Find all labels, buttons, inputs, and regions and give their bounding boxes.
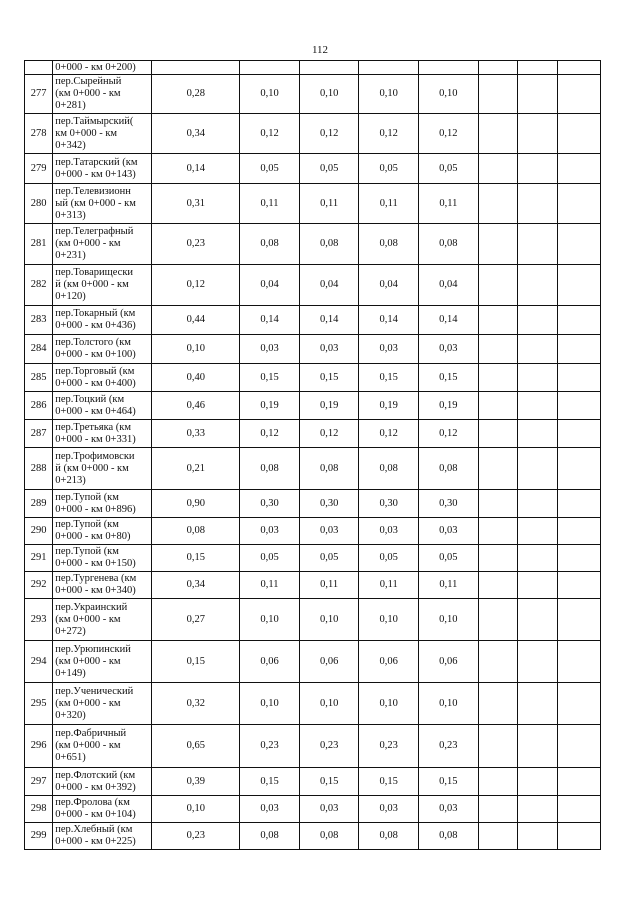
cell-empty — [478, 641, 517, 683]
cell-value-3: 0,12 — [299, 114, 359, 154]
cell-value-1: 0,15 — [152, 545, 240, 572]
cell-empty — [558, 572, 601, 599]
cell-empty — [518, 768, 558, 796]
cell-value-5: 0,05 — [419, 154, 479, 184]
table-row — [25, 184, 601, 224]
cell-value-4: 0,03 — [359, 796, 419, 823]
cell-number: 282 — [25, 265, 53, 306]
cell-value-4: 0,19 — [359, 392, 419, 420]
cell-number: 284 — [25, 335, 53, 364]
cell-value-4: 0,10 — [359, 683, 419, 725]
cell-value-3: 0,03 — [299, 335, 359, 364]
cell-value-1: 0,32 — [152, 683, 240, 725]
cell-empty — [478, 572, 517, 599]
cell-road-name: 0+000 - км 0+200) — [53, 61, 152, 75]
cell-number — [25, 61, 53, 75]
cell-road-name: пер.Тупой (км 0+000 - км 0+80) — [53, 518, 152, 545]
cell-value-1: 0,14 — [152, 154, 240, 184]
cell-value-5: 0,04 — [419, 265, 479, 306]
cell-number: 278 — [25, 114, 53, 154]
cell-value-5: 0,08 — [419, 823, 479, 850]
cell-empty — [419, 61, 479, 75]
cell-value-5: 0,10 — [419, 599, 479, 641]
cell-value-1: 0,27 — [152, 599, 240, 641]
cell-value-3: 0,03 — [299, 796, 359, 823]
cell-empty — [558, 796, 601, 823]
cell-road-name: пер.Трофимовски й (км 0+000 - км 0+213) — [53, 448, 152, 490]
cell-value-3: 0,08 — [299, 224, 359, 265]
cell-value-4: 0,08 — [359, 823, 419, 850]
cell-value-4: 0,30 — [359, 490, 419, 518]
cell-value-5: 0,11 — [419, 572, 479, 599]
cell-empty — [558, 641, 601, 683]
cell-value-4: 0,11 — [359, 572, 419, 599]
cell-road-name: пер.Сырейный (км 0+000 - км 0+281) — [53, 75, 152, 114]
cell-road-name: пер.Третьяка (км 0+000 - км 0+331) — [53, 420, 152, 448]
table-row — [25, 683, 601, 725]
cell-number: 281 — [25, 224, 53, 265]
cell-value-3: 0,03 — [299, 518, 359, 545]
cell-value-1: 0,21 — [152, 448, 240, 490]
cell-value-1: 0,34 — [152, 114, 240, 154]
cell-empty — [558, 61, 601, 75]
cell-empty — [518, 335, 558, 364]
cell-empty — [558, 823, 601, 850]
cell-value-2: 0,05 — [240, 545, 300, 572]
table-row — [25, 420, 601, 448]
cell-empty — [478, 796, 517, 823]
cell-road-name: пер.Таймырский( км 0+000 - км 0+342) — [53, 114, 152, 154]
table-row — [25, 335, 601, 364]
cell-empty — [478, 545, 517, 572]
cell-value-1: 0,46 — [152, 392, 240, 420]
cell-value-2: 0,08 — [240, 224, 300, 265]
table-row — [25, 448, 601, 490]
cell-empty — [478, 61, 517, 75]
cell-value-3: 0,19 — [299, 392, 359, 420]
cell-number: 296 — [25, 725, 53, 768]
cell-empty — [558, 683, 601, 725]
cell-value-5: 0,03 — [419, 518, 479, 545]
cell-empty — [518, 796, 558, 823]
cell-value-5: 0,23 — [419, 725, 479, 768]
cell-empty — [478, 392, 517, 420]
cell-number: 295 — [25, 683, 53, 725]
cell-empty — [478, 420, 517, 448]
table-body — [25, 61, 601, 850]
cell-value-3: 0,11 — [299, 572, 359, 599]
cell-empty — [558, 114, 601, 154]
cell-value-3: 0,04 — [299, 265, 359, 306]
cell-value-2: 0,19 — [240, 392, 300, 420]
cell-value-4: 0,06 — [359, 641, 419, 683]
cell-value-4: 0,08 — [359, 448, 419, 490]
cell-empty — [518, 823, 558, 850]
cell-empty — [299, 61, 359, 75]
cell-empty — [558, 392, 601, 420]
cell-value-4: 0,10 — [359, 75, 419, 114]
cell-empty — [558, 490, 601, 518]
cell-empty — [518, 518, 558, 545]
cell-empty — [558, 518, 601, 545]
cell-value-4: 0,05 — [359, 154, 419, 184]
cell-value-2: 0,10 — [240, 683, 300, 725]
cell-value-3: 0,06 — [299, 641, 359, 683]
cell-road-name: пер.Татарский (км 0+000 - км 0+143) — [53, 154, 152, 184]
cell-value-2: 0,03 — [240, 796, 300, 823]
road-lengths-table — [24, 60, 601, 850]
table-row — [25, 725, 601, 768]
cell-value-1: 0,31 — [152, 184, 240, 224]
cell-empty — [478, 683, 517, 725]
cell-number: 288 — [25, 448, 53, 490]
cell-road-name: пер.Толстого (км 0+000 - км 0+100) — [53, 335, 152, 364]
cell-value-2: 0,08 — [240, 448, 300, 490]
cell-empty — [558, 448, 601, 490]
cell-value-2: 0,04 — [240, 265, 300, 306]
cell-value-3: 0,23 — [299, 725, 359, 768]
cell-empty — [478, 265, 517, 306]
cell-value-2: 0,15 — [240, 364, 300, 392]
cell-road-name: пер.Флотский (км 0+000 - км 0+392) — [53, 768, 152, 796]
cell-value-4: 0,12 — [359, 114, 419, 154]
cell-number: 292 — [25, 572, 53, 599]
cell-number: 293 — [25, 599, 53, 641]
cell-empty — [518, 265, 558, 306]
cell-empty — [478, 448, 517, 490]
cell-value-3: 0,15 — [299, 364, 359, 392]
cell-empty — [478, 490, 517, 518]
cell-value-5: 0,14 — [419, 306, 479, 335]
cell-road-name: пер.Тургенева (км 0+000 - км 0+340) — [53, 572, 152, 599]
cell-road-name: пер.Украинский (км 0+000 - км 0+272) — [53, 599, 152, 641]
cell-value-3: 0,30 — [299, 490, 359, 518]
cell-value-2: 0,11 — [240, 572, 300, 599]
cell-empty — [518, 572, 558, 599]
cell-road-name: пер.Торговый (км 0+000 - км 0+400) — [53, 364, 152, 392]
cell-empty — [518, 364, 558, 392]
cell-value-3: 0,08 — [299, 823, 359, 850]
cell-value-3: 0,05 — [299, 154, 359, 184]
table-row — [25, 490, 601, 518]
cell-empty — [518, 392, 558, 420]
cell-number: 290 — [25, 518, 53, 545]
cell-value-5: 0,10 — [419, 75, 479, 114]
cell-empty — [558, 599, 601, 641]
cell-number: 294 — [25, 641, 53, 683]
cell-value-4: 0,10 — [359, 599, 419, 641]
cell-value-5: 0,08 — [419, 224, 479, 265]
cell-value-4: 0,15 — [359, 364, 419, 392]
cell-number: 297 — [25, 768, 53, 796]
cell-value-2: 0,14 — [240, 306, 300, 335]
cell-empty — [478, 725, 517, 768]
cell-road-name: пер.Хлебный (км 0+000 - км 0+225) — [53, 823, 152, 850]
cell-value-1: 0,65 — [152, 725, 240, 768]
cell-number: 291 — [25, 545, 53, 572]
cell-value-4: 0,03 — [359, 518, 419, 545]
cell-value-4: 0,23 — [359, 725, 419, 768]
cell-value-1: 0,28 — [152, 75, 240, 114]
table-row — [25, 768, 601, 796]
table-row — [25, 265, 601, 306]
cell-value-3: 0,11 — [299, 184, 359, 224]
cell-value-2: 0,05 — [240, 154, 300, 184]
cell-empty — [478, 364, 517, 392]
cell-value-2: 0,10 — [240, 75, 300, 114]
cell-empty — [478, 154, 517, 184]
table-row — [25, 796, 601, 823]
cell-value-3: 0,12 — [299, 420, 359, 448]
cell-value-3: 0,15 — [299, 768, 359, 796]
cell-number: 289 — [25, 490, 53, 518]
cell-road-name: пер.Товарищески й (км 0+000 - км 0+120) — [53, 265, 152, 306]
cell-value-3: 0,10 — [299, 683, 359, 725]
cell-value-1: 0,33 — [152, 420, 240, 448]
table-row — [25, 641, 601, 683]
cell-value-2: 0,03 — [240, 335, 300, 364]
cell-value-1: 0,23 — [152, 823, 240, 850]
continuation-row — [25, 61, 601, 75]
cell-value-4: 0,08 — [359, 224, 419, 265]
cell-value-1: 0,08 — [152, 518, 240, 545]
cell-value-3: 0,10 — [299, 75, 359, 114]
cell-empty — [518, 641, 558, 683]
cell-empty — [558, 154, 601, 184]
table-row — [25, 224, 601, 265]
cell-empty — [518, 114, 558, 154]
cell-value-4: 0,11 — [359, 184, 419, 224]
cell-empty — [478, 335, 517, 364]
cell-empty — [518, 61, 558, 75]
cell-value-5: 0,15 — [419, 364, 479, 392]
cell-empty — [558, 184, 601, 224]
cell-empty — [558, 768, 601, 796]
cell-road-name: пер.Телевизионн ый (км 0+000 - км 0+313) — [53, 184, 152, 224]
table-row — [25, 518, 601, 545]
table-row — [25, 75, 601, 114]
cell-value-4: 0,03 — [359, 335, 419, 364]
cell-empty — [240, 61, 300, 75]
cell-value-2: 0,06 — [240, 641, 300, 683]
cell-empty — [558, 224, 601, 265]
cell-value-5: 0,12 — [419, 114, 479, 154]
cell-road-name: пер.Телеграфный (км 0+000 - км 0+231) — [53, 224, 152, 265]
table-row — [25, 306, 601, 335]
cell-value-2: 0,15 — [240, 768, 300, 796]
cell-empty — [478, 518, 517, 545]
cell-empty — [478, 224, 517, 265]
cell-empty — [518, 306, 558, 335]
cell-empty — [518, 725, 558, 768]
cell-value-3: 0,08 — [299, 448, 359, 490]
cell-number: 286 — [25, 392, 53, 420]
table-row — [25, 364, 601, 392]
cell-empty — [558, 265, 601, 306]
cell-value-1: 0,12 — [152, 265, 240, 306]
cell-value-5: 0,08 — [419, 448, 479, 490]
cell-value-5: 0,15 — [419, 768, 479, 796]
cell-value-5: 0,11 — [419, 184, 479, 224]
cell-road-name: пер.Тупой (км 0+000 - км 0+896) — [53, 490, 152, 518]
cell-value-1: 0,39 — [152, 768, 240, 796]
cell-value-2: 0,30 — [240, 490, 300, 518]
cell-value-5: 0,03 — [419, 796, 479, 823]
cell-road-name: пер.Фролова (км 0+000 - км 0+104) — [53, 796, 152, 823]
cell-empty — [518, 683, 558, 725]
cell-empty — [478, 599, 517, 641]
cell-value-5: 0,10 — [419, 683, 479, 725]
cell-value-5: 0,30 — [419, 490, 479, 518]
table-row — [25, 114, 601, 154]
cell-empty — [478, 184, 517, 224]
table-row — [25, 545, 601, 572]
cell-road-name: пер.Ученический (км 0+000 - км 0+320) — [53, 683, 152, 725]
cell-road-name: пер.Тоцкий (км 0+000 - км 0+464) — [53, 392, 152, 420]
cell-value-5: 0,05 — [419, 545, 479, 572]
cell-value-1: 0,23 — [152, 224, 240, 265]
cell-road-name: пер.Токарный (км 0+000 - км 0+436) — [53, 306, 152, 335]
cell-number: 287 — [25, 420, 53, 448]
cell-value-2: 0,12 — [240, 420, 300, 448]
cell-number: 298 — [25, 796, 53, 823]
cell-value-1: 0,90 — [152, 490, 240, 518]
cell-value-3: 0,14 — [299, 306, 359, 335]
cell-empty — [478, 823, 517, 850]
cell-value-5: 0,03 — [419, 335, 479, 364]
cell-empty — [518, 545, 558, 572]
cell-empty — [558, 364, 601, 392]
page-number: 112 — [311, 44, 329, 56]
cell-empty — [478, 75, 517, 114]
cell-value-5: 0,19 — [419, 392, 479, 420]
cell-empty — [518, 154, 558, 184]
cell-value-4: 0,04 — [359, 265, 419, 306]
table-row — [25, 572, 601, 599]
cell-empty — [558, 75, 601, 114]
cell-number: 285 — [25, 364, 53, 392]
cell-number: 299 — [25, 823, 53, 850]
cell-number: 277 — [25, 75, 53, 114]
cell-value-1: 0,34 — [152, 572, 240, 599]
cell-value-2: 0,03 — [240, 518, 300, 545]
cell-number: 279 — [25, 154, 53, 184]
cell-value-1: 0,10 — [152, 335, 240, 364]
cell-value-4: 0,05 — [359, 545, 419, 572]
cell-empty — [518, 490, 558, 518]
cell-value-2: 0,23 — [240, 725, 300, 768]
cell-value-1: 0,40 — [152, 364, 240, 392]
cell-value-2: 0,08 — [240, 823, 300, 850]
cell-number: 280 — [25, 184, 53, 224]
table-row — [25, 392, 601, 420]
cell-empty — [518, 599, 558, 641]
cell-road-name: пер.Тупой (км 0+000 - км 0+150) — [53, 545, 152, 572]
cell-road-name: пер.Урюпинский (км 0+000 - км 0+149) — [53, 641, 152, 683]
cell-value-1: 0,15 — [152, 641, 240, 683]
cell-value-3: 0,10 — [299, 599, 359, 641]
cell-empty — [518, 75, 558, 114]
cell-value-2: 0,11 — [240, 184, 300, 224]
cell-value-4: 0,14 — [359, 306, 419, 335]
cell-road-name: пер.Фабричный (км 0+000 - км 0+651) — [53, 725, 152, 768]
cell-empty — [478, 768, 517, 796]
cell-value-3: 0,05 — [299, 545, 359, 572]
cell-number: 283 — [25, 306, 53, 335]
cell-empty — [359, 61, 419, 75]
cell-empty — [558, 306, 601, 335]
cell-value-4: 0,12 — [359, 420, 419, 448]
cell-value-1: 0,44 — [152, 306, 240, 335]
cell-empty — [518, 184, 558, 224]
cell-empty — [152, 61, 240, 75]
cell-value-4: 0,15 — [359, 768, 419, 796]
cell-value-2: 0,12 — [240, 114, 300, 154]
table-row — [25, 154, 601, 184]
cell-empty — [558, 420, 601, 448]
cell-empty — [518, 448, 558, 490]
table-row — [25, 599, 601, 641]
cell-value-5: 0,12 — [419, 420, 479, 448]
cell-value-5: 0,06 — [419, 641, 479, 683]
cell-empty — [558, 545, 601, 572]
cell-empty — [558, 725, 601, 768]
cell-value-2: 0,10 — [240, 599, 300, 641]
cell-empty — [478, 306, 517, 335]
cell-empty — [558, 335, 601, 364]
cell-empty — [518, 420, 558, 448]
cell-value-1: 0,10 — [152, 796, 240, 823]
cell-empty — [518, 224, 558, 265]
table-row — [25, 823, 601, 850]
cell-empty — [478, 114, 517, 154]
